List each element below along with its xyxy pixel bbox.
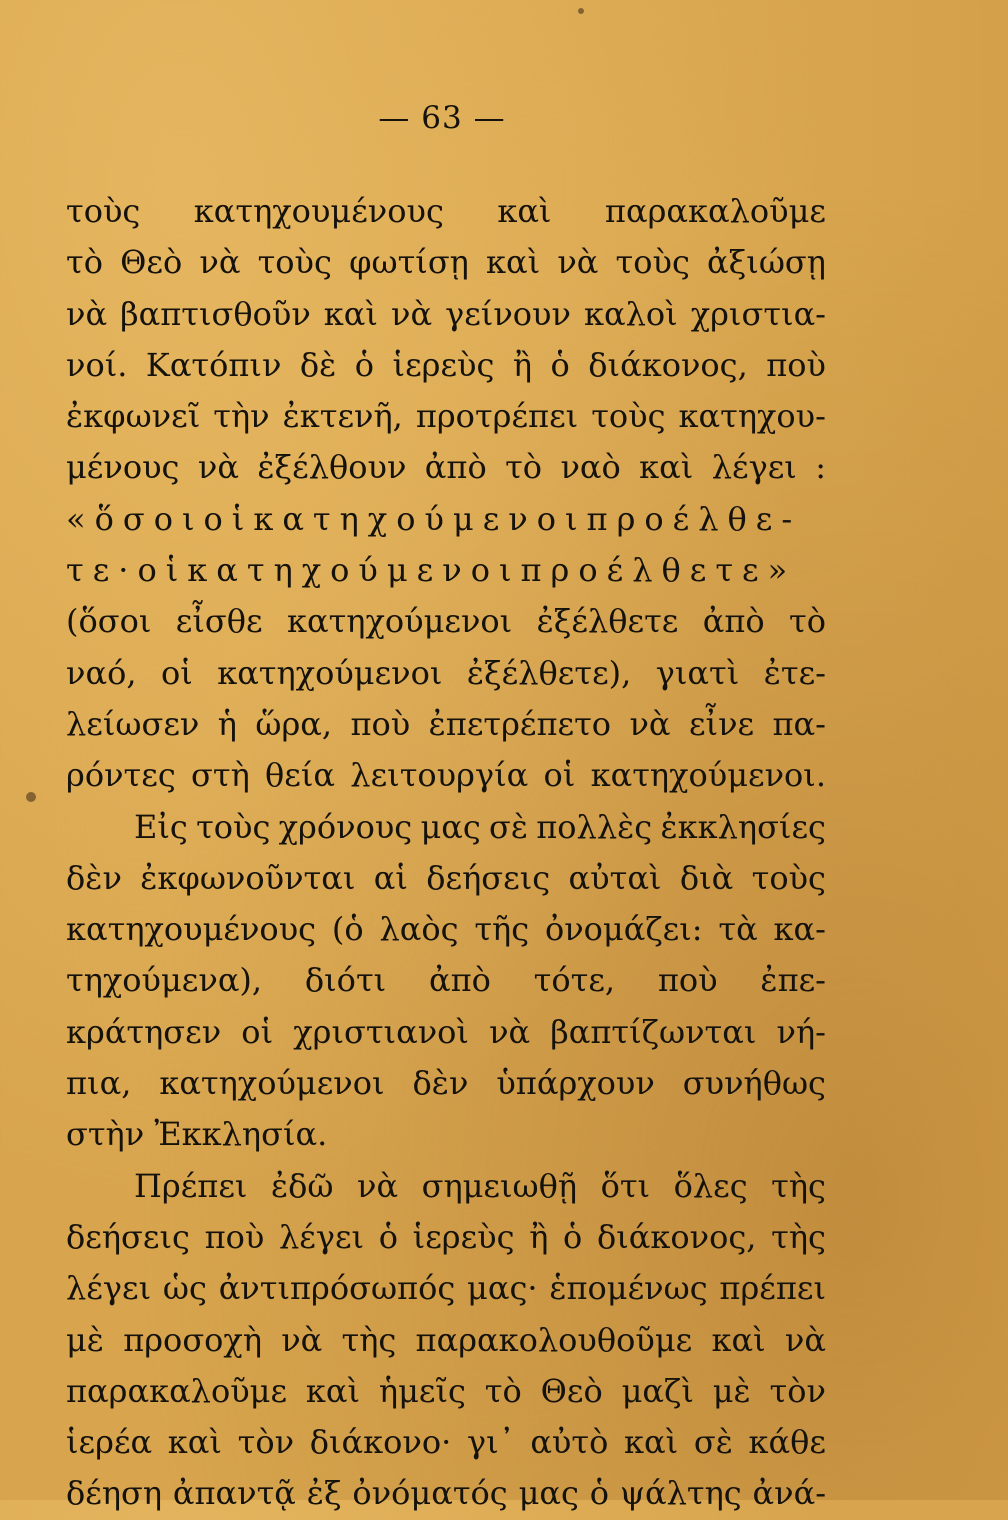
word: ἐξ [306,1474,342,1513]
word: διάκονος, [596,1217,757,1256]
text-line [66,1212,826,1263]
page-number: — 63 — [378,100,506,136]
word: λέγει [66,1269,152,1308]
word: χριστια- [690,294,826,333]
word: Ἐκκλησία. [154,1115,328,1154]
word: τὴς [341,1320,397,1359]
word: τε·οἱκατηχούμενοιπροέλθετε» [66,551,797,590]
word: ναὸ [560,448,621,487]
word: νοί. [66,345,128,384]
word: νή- [776,1012,826,1051]
word: σημειωθῇ [421,1166,578,1205]
text-line [66,1109,826,1160]
ink-speck [578,8,584,14]
text-line [66,1315,826,1366]
word: ἐξέλθετε), [466,653,632,692]
word: κράτησεν [66,1012,222,1051]
word: μὲ [66,1320,104,1359]
word: ὀνομάζει: [544,910,703,949]
word: καὶ [323,294,378,333]
word: τὰ [718,910,758,949]
word: δεήσεις [66,1217,190,1256]
word: ἡμεῖς [378,1371,466,1410]
word: ὁ [563,1217,583,1256]
word: τοὺς [196,807,271,846]
word: καὶ [305,1371,361,1410]
text-line [66,853,826,904]
word: ψάλτης [619,1474,742,1513]
word: κατηχούμενοι [286,602,513,641]
word: οἱ [543,756,576,795]
word: τοὺς [66,192,141,230]
word: σὲ [489,807,529,846]
word: νὰ [629,704,671,743]
word: μας· [467,1269,538,1308]
word: στὴ [191,756,250,795]
word: πολλὲς [536,807,653,846]
word: ἀντιπρόσωπός [218,1269,456,1308]
word: νὰ [66,294,108,333]
text-line [66,802,826,853]
word: πα- [772,704,826,743]
text-line [66,596,826,647]
word: αὐταὶ [568,858,662,897]
word: νὰ [489,1012,531,1051]
word: τὸν [769,1371,826,1410]
word: διότι [304,961,387,1000]
word: λέγει [278,1217,365,1256]
word: κα- [773,910,826,949]
word: ὁ [589,1474,610,1513]
word: αἱ [373,858,408,897]
word: ἐκφωνεῖ [66,397,201,436]
text-line [66,904,826,955]
word: ἐκκλησίες [660,807,826,846]
word: αὐτὸ [530,1423,609,1462]
text-line [66,1263,826,1314]
word: κατηχουμένους [66,910,317,949]
word: λείωσεν [66,704,200,743]
text-line [66,340,826,391]
text-line [66,545,826,596]
word: : [815,448,826,487]
text-line [66,1366,826,1417]
text-line [66,391,826,442]
word: πρέπει [719,1269,826,1308]
text-line [66,1468,826,1519]
word: διὰ [679,858,734,897]
body-text [66,186,826,1520]
ink-speck [26,792,36,802]
word: τὴς [771,1217,826,1256]
word: ρόντες [66,756,176,795]
word: κατηχούμενοι [217,653,443,692]
word: ὅλες [673,1166,748,1205]
word: κατηχούμενοι [159,1064,385,1103]
word: τὸ [484,1371,522,1410]
page-edge-shading [848,0,1008,1500]
word: ἐξέλθουν [257,448,407,487]
word: εἶσθε [175,602,263,641]
word: ἀπὸ [424,448,487,487]
word: προτρέπει [415,397,579,436]
word: ἐκφωνοῦνται [140,858,356,897]
text-line [66,699,826,750]
word: καὶ [624,1423,679,1462]
word: καὶ [167,1423,222,1462]
word: ποὺ [350,704,411,743]
word: δὲν [412,1064,469,1103]
word: παρακολουθοῦμε [415,1320,693,1359]
word: Κατόπιν [145,345,282,384]
text-line [66,289,826,340]
word: τὸ [789,602,826,641]
text-line [66,955,826,1006]
word: χριστιανοὶ [293,1012,469,1051]
word: ναό, [66,653,137,692]
word: καλοὶ [583,294,678,333]
word: θεία [265,756,336,795]
word: Θεὸ [540,1371,603,1410]
word: ὑπάρχουν [496,1064,655,1103]
word: βαπτισθοῦν [120,294,311,333]
word: ἐτε- [763,653,826,692]
word: λαὸς [379,910,459,949]
word: ποὺ [204,1217,265,1256]
word: ἀπαντᾷ [172,1474,296,1513]
word: ἡ [217,704,237,743]
word: μὲ [712,1371,751,1410]
word: διάκονο· [309,1423,452,1462]
word: μας [420,807,481,846]
word: (ὅσοι [66,602,152,641]
word: οἱ [241,1012,274,1051]
word: τότε, [533,961,616,1000]
word: ποὺ [657,961,718,1000]
word: ἱερέα [66,1423,153,1462]
word: σὲ [693,1423,733,1462]
word: καὶ [711,1320,766,1359]
word: Πρέπει [134,1166,248,1205]
word: δὲν [66,858,122,897]
word: τὸ [505,448,543,487]
word: τὸν [237,1423,295,1462]
text-line [66,237,826,288]
word: νὰ [281,1320,323,1359]
word: νὰ [197,448,239,487]
word: ἀπὸ [702,602,765,641]
word: τοὺς [257,243,332,282]
word: δεήσεις [426,858,551,897]
word: χρόνους [278,807,413,846]
word: ὁ [354,345,375,384]
word: τοὺς [591,397,666,436]
text-line [66,648,826,699]
word: νὰ [557,243,599,282]
text-line [66,1007,826,1058]
word: λειτουργία [350,756,529,795]
word: ἐκτενῆ, [282,397,403,436]
word: τοὺς [751,858,826,897]
word: καὶ [497,192,552,230]
word: ἢ [529,1217,549,1256]
text-line [66,750,826,801]
word: προσοχὴ [123,1320,262,1359]
word: νὰ [784,1320,826,1359]
word: γι᾽ [466,1423,515,1462]
word: ἐπε- [760,961,826,1000]
text-line [66,1058,826,1109]
word: τὴν [213,397,270,436]
word: τοὺς [615,243,690,282]
word: κατηχούμενοι. [590,756,826,795]
word: ἐπετρέπετο [428,704,612,743]
word: καὶ [639,448,694,487]
word: ὀνόματός [352,1474,508,1513]
text-line [66,1417,826,1468]
word: μένους [66,448,180,487]
word: κατηχουμένους [193,192,444,230]
word: νὰ [199,243,241,282]
word: ἀπὸ [428,961,491,1000]
text-line [66,442,826,493]
word: λέγει [711,448,797,487]
word: ἱερεὺς [412,1217,515,1256]
word: διάκονος, [588,345,748,384]
word: παρακαλοῦμε [604,192,826,230]
text-line [66,1161,826,1212]
word: δὲ [299,345,337,384]
word: τὴς [771,1166,826,1205]
word: ὁ [378,1217,398,1256]
word: ἐξέλθετε [536,602,679,641]
word: νὰ [390,294,433,333]
word: ἱερεὺς [392,345,495,384]
word: τὸ [66,243,103,282]
word: μαζὶ [621,1371,694,1410]
word: «ὅσοιοἱκατηχούμενοιπροέλθε- [66,499,802,538]
word: ὅτι [600,1166,651,1205]
word: ἀξιώσῃ [707,243,826,282]
word: γιατὶ [655,653,740,692]
word: τηχούμενα), [66,961,263,1000]
text-line [66,186,826,237]
word: νὰ [357,1166,399,1205]
word: μας [518,1474,579,1513]
word: βαπτίζωνται [550,1012,757,1051]
word: Θεὸ [120,243,183,282]
text-line [66,494,826,545]
word: ὁ [550,345,570,384]
word: φωτίσῃ [349,243,469,282]
word: κάθε [748,1423,826,1462]
word: εἶνε [688,704,755,743]
word: ὥρα, [255,704,333,743]
word: ἐδῶ [270,1166,334,1205]
word: Εἰς [134,807,188,846]
word: πια, [66,1064,132,1103]
word: καὶ [486,243,541,282]
word: κατηχου- [678,397,826,436]
word: ποὺ [766,345,826,384]
word: ἢ [512,345,533,384]
word: γείνουν [445,294,571,333]
word: συνήθως [682,1064,826,1103]
word: οἱ [160,653,193,692]
word: (ὁ [331,910,364,949]
word: ἑπομένως [549,1269,708,1308]
word: δέηση [66,1474,163,1513]
word: τῆς [474,910,530,949]
word: παρακαλοῦμε [66,1371,288,1410]
word: ἀνά- [752,1474,826,1513]
word: ὡς [162,1269,207,1308]
word: στὴν [66,1115,155,1154]
